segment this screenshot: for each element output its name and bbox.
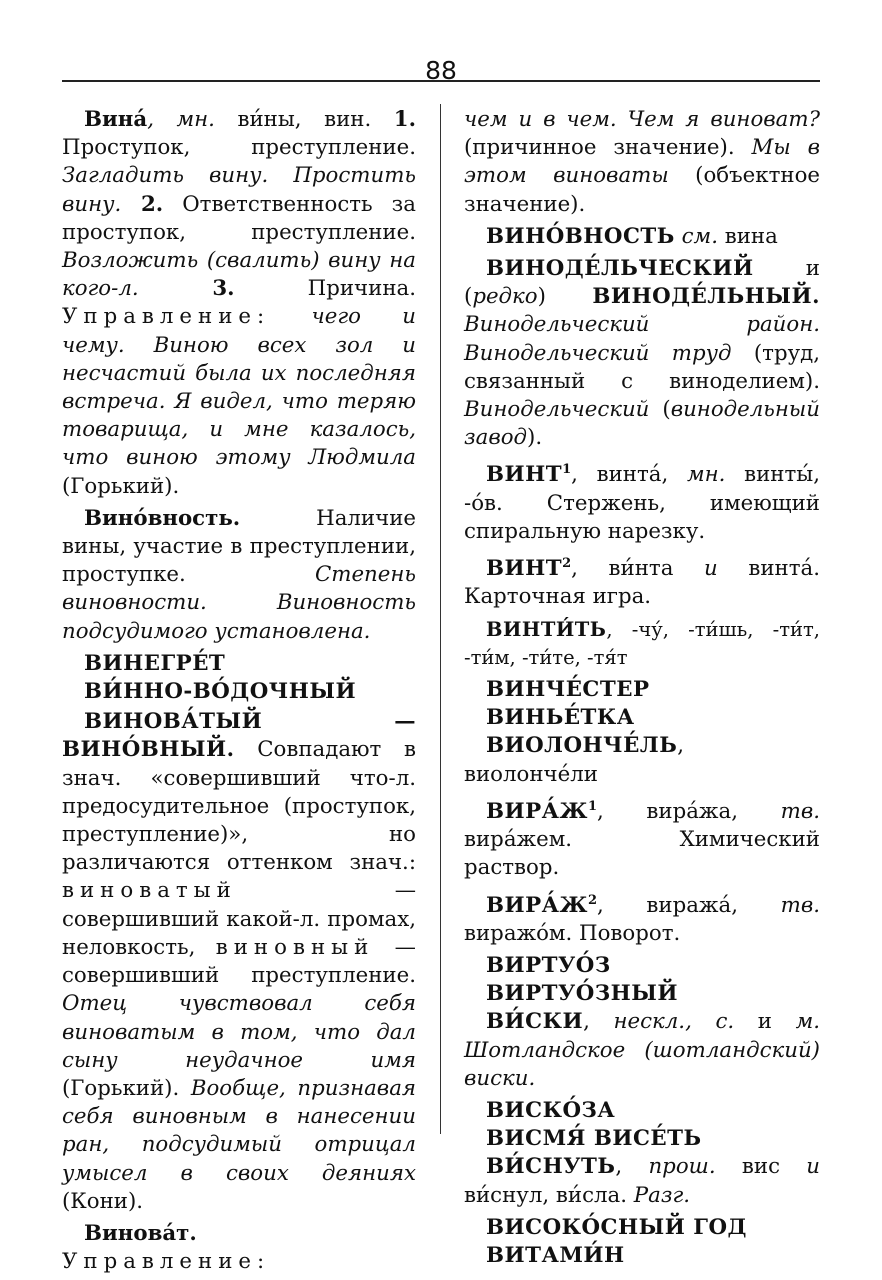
entry-text: и ( (464, 256, 820, 310)
entry-text: ви́ны, вин. (214, 107, 394, 132)
headword-caps: ВИНЧЕ́СТЕР (486, 677, 650, 703)
headword: ВИРА́Ж (486, 798, 588, 824)
entry-text: Совпадают в знач. «совершивший что-л. предосудительное (проступок, преступление)», но различаются оттенком знач.: (62, 737, 416, 876)
source: (Горький). (62, 1075, 191, 1101)
headword-caps: ВИСОКО́СНЫЙ ГОД (486, 1214, 747, 1240)
entry-text: ). (527, 425, 543, 451)
entry-text: , виолонче́ли (464, 733, 685, 787)
entry-text: , (615, 1154, 649, 1180)
headword: Винова́т. (84, 1220, 197, 1246)
sense-number: 2. (121, 191, 164, 217)
usage-label: редко (472, 284, 538, 310)
entry-vinodel (464, 255, 820, 452)
headword: Вина́ (84, 107, 148, 132)
entry-text: — совершивший преступление. (62, 934, 416, 989)
example: Винодельческий район. Винодельческий труд (464, 312, 820, 366)
usage-label: Разг. (633, 1182, 690, 1208)
right-column (464, 106, 820, 1270)
entry-text: ) (537, 284, 593, 310)
source: (Кони). (62, 1188, 144, 1214)
entry-vintit (464, 616, 820, 672)
cross-ref-label: см. (674, 223, 718, 249)
spaced-word: виноватый (62, 878, 237, 904)
homonym-index: 1 (562, 462, 572, 478)
example: Возложить (свалить) вину на кого-л. (62, 248, 416, 302)
conjunction: и (806, 1154, 820, 1180)
headword-caps: ВИРТУО́З (486, 953, 611, 979)
homonym-index: 2 (562, 556, 572, 572)
headword: ВИ́СКИ (486, 1009, 584, 1035)
entry-text: , виража́, (596, 892, 781, 918)
headword-caps: ВИ́ННО-ВО́ДОЧНЫЙ (84, 679, 357, 705)
example: Мы в этом виноваты (464, 135, 820, 189)
headword-caps: ВИТАМИ́Н (486, 1243, 625, 1269)
entry-text: , винта́, (571, 462, 687, 488)
entry-text: винты́, -о́в. Стержень, имеющий спиральную нарезку. (464, 462, 821, 544)
entry-text: винта́. Карточная игра. (464, 556, 821, 610)
entry-text: Причина. (234, 276, 416, 302)
grammar-note: прош. (648, 1154, 716, 1180)
entry-text: , ви́нта (571, 556, 705, 582)
example: чего и чему. Виною всех зол и несчастий была их последняя встреча. Я видел, что теряю товарища, и мне казалось, что виною этому Людмила (62, 304, 416, 471)
homonym-index: 2 (587, 892, 597, 908)
source: (Горький). (62, 473, 180, 499)
entry-text: , (583, 1009, 614, 1035)
entry-text: , вира́жа, (596, 798, 781, 824)
entry-violonchel (464, 732, 820, 788)
headword: ВИНОДЕ́ЛЬЧЕСКИЙ (486, 256, 754, 282)
example: чем и в чем. Чем я виноват? (464, 107, 820, 132)
entry-text: — совершивший какой-л. промах, неловкость, (62, 878, 416, 960)
left-column (62, 106, 416, 1280)
usage-label: Управление: (62, 1249, 271, 1275)
column-divider (440, 104, 441, 1134)
headword-caps: ВИСМЯ́ ВИСЕ́ТЬ (486, 1126, 702, 1152)
headword: ВИНО́ВНОСТЬ (486, 223, 675, 249)
entry-text: ви́снул, ви́сла. (464, 1182, 634, 1208)
entry-virazh2 (464, 887, 820, 949)
cross-ref-target: вина (717, 223, 778, 249)
entry-text: Проступок, преступление. (62, 135, 416, 161)
headword: ВИНТ (486, 556, 563, 582)
headword: ВИ́СНУТЬ (486, 1154, 616, 1180)
entry-text: , -чу́, -ти́шь, -ти́т, -ти́м, -ти́те, -тя́т (464, 617, 820, 669)
headword-caps: ВИСКО́ЗА (486, 1098, 616, 1124)
entry-vinovnost-ref (464, 223, 820, 251)
headword-caps: ВИРТУО́ЗНЫЙ (486, 981, 679, 1007)
entry-text: Ответственность за проступок, преступление. (62, 191, 416, 245)
example: Шотландское (шотландский) виски. (464, 1037, 820, 1091)
grammar-note: м. (795, 1009, 821, 1035)
sense-number: 3. (138, 276, 235, 302)
entry-text: Наличие вины, участие в преступлении, проступке. (62, 505, 416, 588)
spaced-word: виновный (215, 934, 375, 960)
entry-vinovat (62, 1220, 416, 1276)
entry-vint2 (464, 550, 820, 612)
example: Отец чувствовал себя виноватым в том, что дал сыну неудачное имя (62, 991, 416, 1073)
headword: ВИНОДЕ́ЛЬНЫЙ. (592, 284, 820, 310)
entry-text: виражо́м. Поворот. (464, 920, 681, 946)
entry-text: (причинное значение). (464, 135, 752, 161)
header-rule (62, 80, 820, 82)
headword: Вино́вность. (84, 505, 241, 531)
example: Винодельческий (464, 397, 650, 423)
headword-caps: ВИНЕГРЕ́Т (84, 650, 226, 676)
entry-vinovnost (62, 505, 416, 646)
headword-caps: ВИНЬЕ́ТКА (486, 705, 635, 731)
page-number: 88 (425, 56, 457, 85)
entry-vina (62, 106, 416, 501)
entry-vinovaty (62, 708, 416, 1216)
entry-text: и (734, 1009, 796, 1035)
entry-text: вис (715, 1154, 807, 1180)
example: Степень виновности. Виновность подсудимого установлена. (62, 562, 416, 644)
entry-viski (464, 1008, 820, 1093)
homonym-index: 1 (587, 798, 597, 814)
example: Загладить вину. Простить вину. (62, 163, 416, 217)
headword: ВИОЛОНЧЕ́ЛЬ (486, 733, 678, 759)
entry-vint1 (464, 456, 820, 546)
example: винодельный завод (464, 397, 820, 451)
usage-label: Управление: (62, 304, 271, 330)
grammar-note: тв. (780, 892, 820, 918)
entry-text: ( (649, 397, 671, 423)
entry-continuation (464, 106, 820, 219)
entry-visnut (464, 1153, 820, 1209)
grammar-note: нескл., с. (613, 1009, 735, 1035)
headword: ВИРА́Ж (486, 892, 588, 918)
entry-text: вира́жем. Химический раствор. (464, 827, 820, 881)
grammar-note: мн. (686, 462, 726, 488)
example: Вообще, признавая себя виновным в нанесении ран, подсудимый отрицал умысел в своих деяниях (62, 1075, 416, 1186)
conjunction: и (704, 556, 718, 582)
headword: ВИНОВА́ТЫЙ — ВИНО́ВНЫЙ. (62, 709, 416, 763)
sense-number: 1. (393, 107, 416, 132)
headword: ВИНТИ́ТЬ (486, 617, 607, 641)
entry-text: (труд, связанный с виноделием). (464, 340, 820, 394)
entry-text: (объектное значение). (464, 163, 820, 217)
grammar-note: , мн. (147, 107, 215, 132)
headword: ВИНТ (486, 462, 563, 488)
entry-virazh1 (464, 793, 820, 883)
grammar-note: тв. (780, 798, 820, 824)
